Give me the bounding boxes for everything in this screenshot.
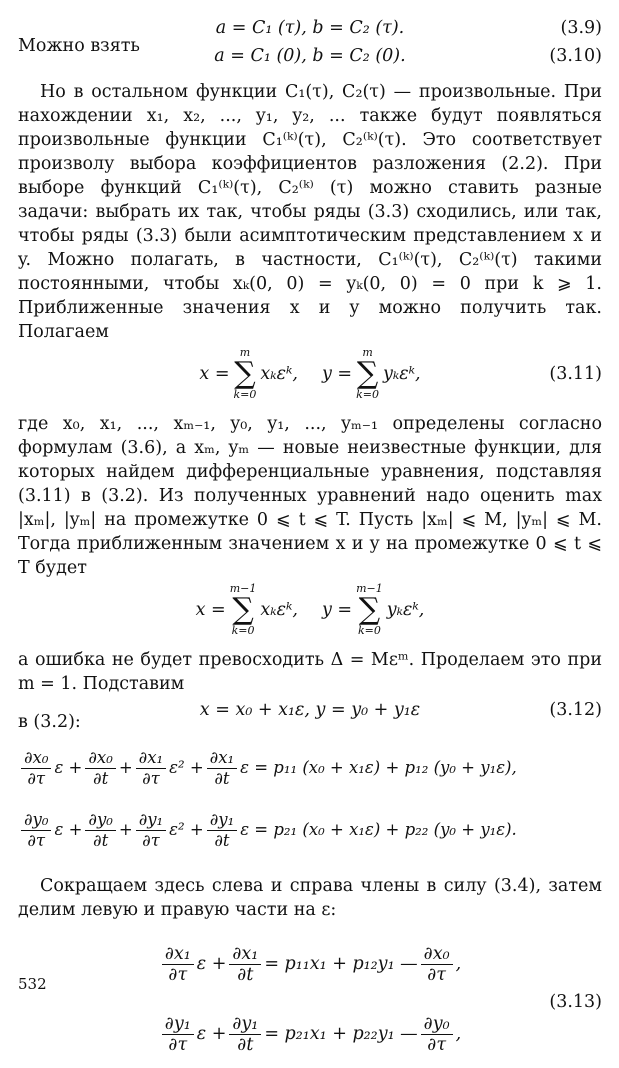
fraction: $\frac{\text{∂x₁}}{\partial t}$ (229, 944, 261, 985)
rhs: ε = p₁₁ (x₀ + x₁ε) + p₁₂ (y₀ + y₁ε), (240, 758, 517, 777)
paragraph-2: где x₀, x₁, ..., xₘ₋₁, y₀, y₁, ..., yₘ₋₁ определены согласно формулам (3.6), а xₘ, yₘ — новые неизвестные функции, для которых найдем дифференциальные уравнения, подставляя (3.11) в (3.2). Из полученных уравнений надо оценить max |xₘ|, |yₘ| на промежутке 0 ⩽ t ⩽ T. Пусть |xₘ| ⩽ M, |yₘ| ⩽ M. Тогда приближенным значением x и y на промежутке 0 ⩽ t ⩽ T будет (18, 414, 602, 578)
sum-symbol: m−1 ∑ k=0 (356, 582, 383, 637)
lead-text: Можно взять (18, 36, 140, 56)
lhs-y: y = (321, 364, 353, 384)
sum-term-x: xₖεᵏ, (260, 364, 298, 384)
equation-number: (3.10) (549, 46, 602, 66)
rhs: ε = p₂₁ (x₀ + x₁ε) + p₂₂ (y₀ + y₁ε). (240, 820, 517, 839)
fraction: $\frac{\text{∂y₁}}{\partial\tau}$ (136, 810, 166, 851)
equation-number: (3.11) (549, 364, 602, 384)
sum-upper: m−1 (356, 582, 383, 595)
equation-3-12 (18, 696, 602, 732)
sum-lower: k=0 (356, 388, 379, 401)
lhs-y: y = (321, 600, 353, 620)
fraction: $\frac{\text{∂x₁}}{\partial\tau}$ (162, 944, 194, 985)
page-body (18, 10, 602, 1068)
equation-substitution-y (18, 804, 602, 856)
fraction: $\frac{\text{∂y₁}}{\partial t}$ (229, 1014, 261, 1055)
term: + (118, 758, 133, 777)
sum-term-y: yₖεᵏ, (386, 600, 425, 620)
fraction: $\frac{\text{∂y₀}}{\partial t}$ (85, 810, 115, 851)
lhs-x: x = (199, 364, 230, 384)
rhs: = p₁₁x₁ + p₁₂y₁ — (264, 954, 418, 974)
equation-text: a = C₁ (τ), b = C₂ (τ). (215, 18, 405, 38)
term: ε² + (169, 820, 204, 839)
paragraph-4: Сокращаем здесь слева и справа члены в силу (3.4), затем делим левую и правую части на ε: (18, 876, 602, 920)
equation-3-13-x (18, 936, 602, 992)
term: + (118, 820, 133, 839)
sum-symbol: m ∑ k=0 (356, 346, 379, 401)
fraction: $\frac{\text{∂y₀}}{\partial\tau}$ (21, 810, 51, 851)
fraction: $\frac{\text{∂y₁}}{\partial t}$ (207, 810, 237, 851)
fraction: $\frac{\text{∂x₀}}{\partial\tau}$ (421, 944, 453, 985)
fraction: $\frac{\text{∂x₁}}{\partial\tau}$ (136, 748, 166, 789)
equation-substitution-x (18, 742, 602, 794)
sum-upper: m−1 (229, 582, 257, 595)
equation-text: x = x₀ + x₁ε, y = y₀ + y₁ε (199, 700, 421, 720)
equation-approx (18, 580, 602, 640)
fraction: $\frac{\text{∂x₀}}{\partial\tau}$ (21, 748, 51, 789)
fraction: $\frac{\text{∂x₁}}{\partial t}$ (207, 748, 237, 789)
equation-number: (3.12) (549, 700, 602, 720)
term: ε + (196, 1024, 227, 1044)
sum-term-x: xₖεᵏ, (260, 600, 298, 620)
fraction: $\frac{\text{∂y₁}}{\partial\tau}$ (162, 1014, 194, 1055)
sum-symbol: m ∑ k=0 (233, 346, 257, 401)
equation-number: (3.13) (549, 992, 602, 1012)
sum-lower: k=0 (231, 624, 255, 637)
paragraph-1: Но в остальном функции C₁(τ), C₂(τ) — произвольные. При нахождении x₁, x₂, ..., y₁, y₂, ... также будут появляться произвольные функции C₁⁽ᵏ⁾(τ), C₂⁽ᵏ⁾(τ). Это соответствует произволу выбора коэффициентов разложения (2.2). При выборе функций C₁⁽ᵏ⁾(τ), C₂⁽ᵏ⁾ (τ) можно ставить разные задачи: выбрать их так, чтобы ряды (3.3) сходились, или так, чтобы ряды (3.3) были асимптотическим представлением x и y. Можно полагать, в частности, C₁⁽ᵏ⁾(τ), C₂⁽ᵏ⁾(τ) такими постоянными, чтобы xₖ(0, 0) = yₖ(0, 0) = 0 при k ⩾ 1. Приближенные значения x и y можно получить так. Полагаем (18, 82, 602, 342)
term: , (455, 954, 462, 974)
lead-text: в (3.2): (18, 712, 81, 732)
equation-3-10 (18, 36, 602, 70)
rhs: = p₂₁x₁ + p₂₂y₁ — (264, 1024, 418, 1044)
term: ε + (54, 758, 83, 777)
equation-3-13 (18, 936, 602, 1068)
sum-lower: k=0 (357, 624, 381, 637)
term: , (455, 1024, 462, 1044)
term: ε + (196, 954, 227, 974)
equation-number: (3.9) (560, 18, 602, 38)
paragraph-3: а ошибка не будет превосходить Δ = Mεᵐ. Проделаем это при m = 1. Подставим (18, 650, 602, 694)
page-number: 532 (18, 975, 47, 993)
sum-lower: k=0 (233, 388, 257, 401)
sum-term-y: yₖεᵏ, (383, 364, 421, 384)
equation-text: a = C₁ (0), b = C₂ (0). (214, 46, 406, 66)
lhs-x: x = (195, 600, 226, 620)
sum-upper: m (239, 346, 251, 359)
fraction: $\frac{\text{∂y₀}}{\partial\tau}$ (421, 1014, 453, 1055)
term: ε² + (169, 758, 204, 777)
sum-symbol: m−1 ∑ k=0 (229, 582, 257, 637)
fraction: $\frac{\text{∂x₀}}{\partial t}$ (85, 748, 115, 789)
equation-3-11 (18, 344, 602, 404)
equation-3-13-y (18, 1006, 602, 1062)
sum-upper: m (362, 346, 373, 359)
term: ε + (54, 820, 83, 839)
